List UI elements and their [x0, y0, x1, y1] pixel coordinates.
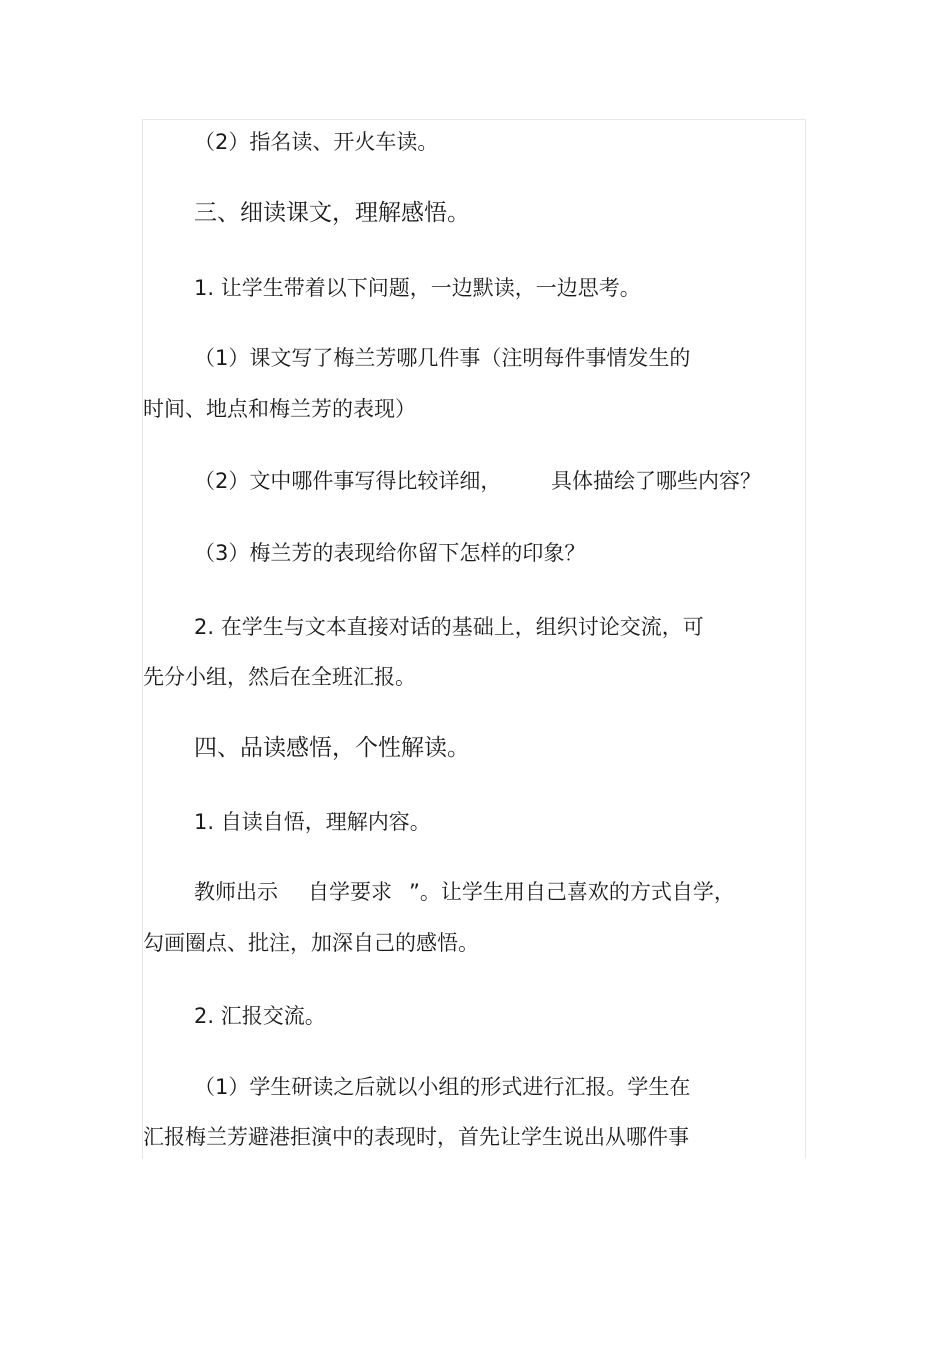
text-line: 教师出示 — [194, 880, 278, 904]
text-line: 2. 汇报交流。 — [194, 1004, 326, 1028]
text-line: 自学要求 — [308, 880, 392, 904]
text-line: 具体描绘了哪些内容？ — [551, 469, 761, 493]
text-line: （2）文中哪件事写得比较详细， — [194, 469, 502, 493]
text-line: 汇报梅兰芳避港拒演中的表现时，首先让学生说出从哪件事 — [143, 1125, 689, 1149]
text-line: （3）梅兰芳的表现给你留下怎样的印象？ — [194, 541, 586, 565]
text-line: （1）课文写了梅兰芳哪几件事（注明每件事情发生的 — [194, 346, 691, 370]
text-line: （2）指名读、开火车读。 — [194, 130, 439, 154]
text-line: 先分小组，然后在全班汇报。 — [143, 665, 416, 689]
text-line: （1）学生研读之后就以小组的形式进行汇报。学生在 — [194, 1075, 691, 1099]
section-heading-4: 四、品读感悟，个性解读。 — [194, 735, 470, 761]
text-line: 2. 在学生与文本直接对话的基础上，组织讨论交流，可 — [194, 615, 704, 639]
section-heading-3: 三、细读课文，理解感悟。 — [194, 200, 470, 226]
text-line: 1. 自读自悟，理解内容。 — [194, 810, 431, 834]
text-line: 勾画圈点、批注，加深自己的感悟。 — [143, 931, 479, 955]
text-line: 1. 让学生带着以下问题，一边默读，一边思考。 — [194, 276, 641, 300]
text-line: 时间、地点和梅兰芳的表现） — [143, 397, 416, 421]
text-line: ”。让学生用自己喜欢的方式自学， — [409, 880, 735, 904]
